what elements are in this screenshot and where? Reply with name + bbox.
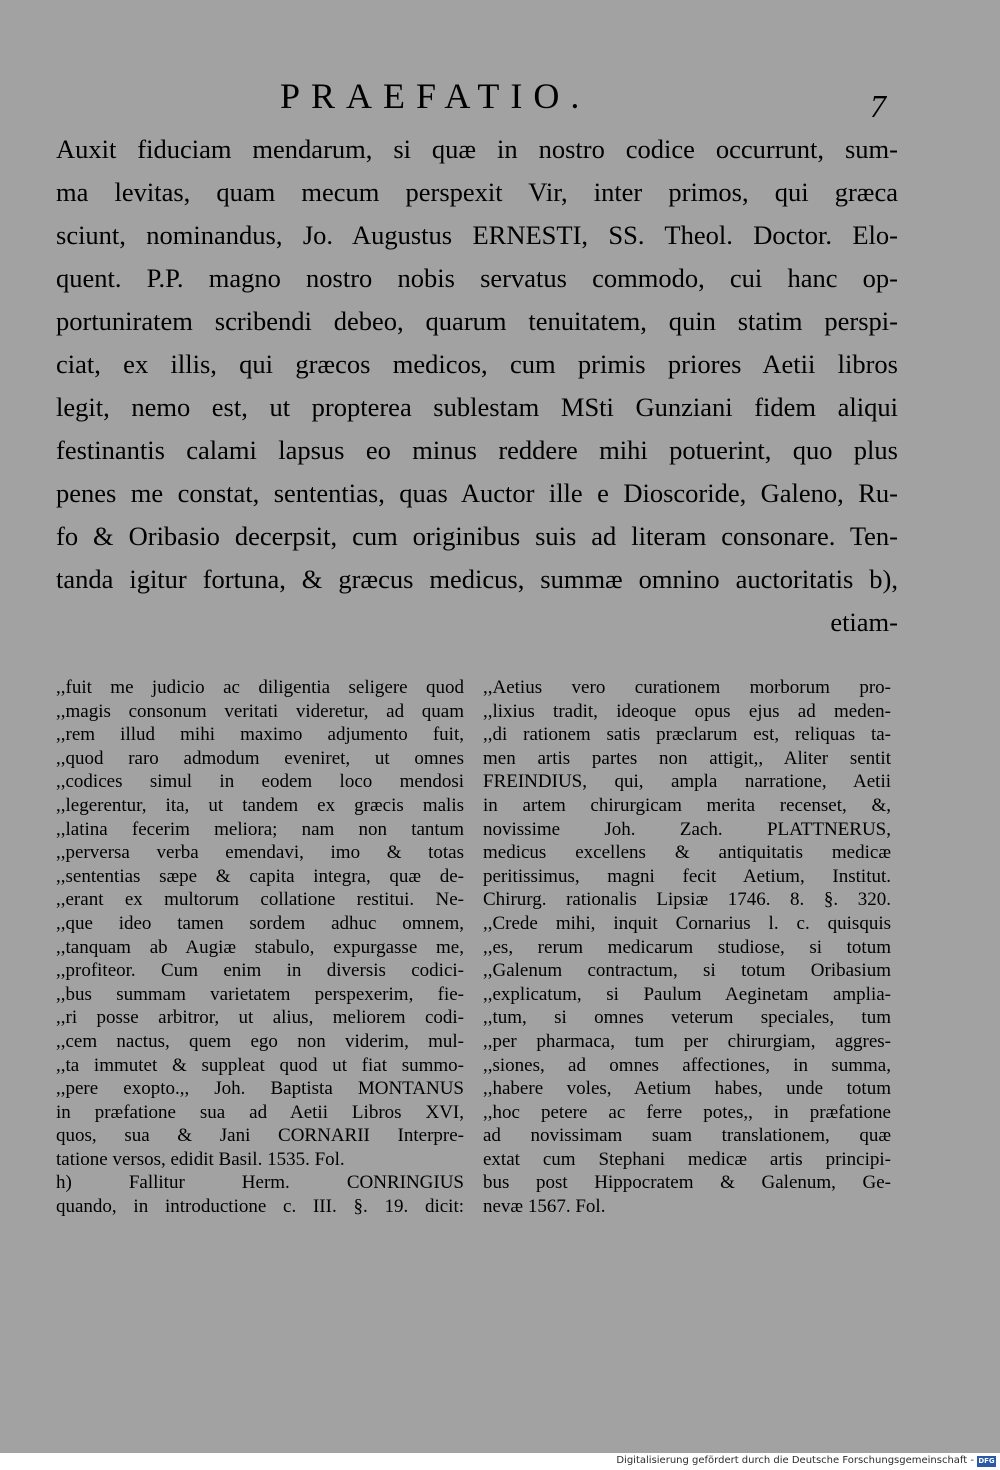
footnote-line: ,,tum, si omnes veterum speciales, tum [483, 1007, 891, 1029]
main-text-line: portuniratem scribendi debeo, quarum tenuitatem, quin statim perspi- [56, 306, 898, 336]
footnote-line: ,,tanquam ab Augiæ stabulo, expurgasse me, [56, 936, 464, 958]
main-text-line: Auxit fiduciam mendarum, si quæ in nostro codice occurrunt, sum- [56, 134, 898, 164]
main-text-line: ma levitas, quam mecum perspexit Vir, inter primos, qui græca [56, 177, 898, 207]
footnote-line: men artis partes non attigit,, Aliter sentit [483, 747, 891, 769]
footnote-line: bus post Hippocratem & Galenum, Ge- [483, 1172, 891, 1194]
footnote-line: ,,perversa verba emendavi, imo & totas [56, 842, 464, 864]
footnote-line: ,,di rationem satis præclarum est, reliquas ta- [483, 724, 891, 746]
footnote-line: ,,bus summam varietatem perspexerim, fie- [56, 983, 464, 1005]
footnote-line: ,,que ideo tamen sordem adhuc omnem, [56, 912, 464, 934]
footnote-h-start: h) Fallitur Herm. CONRINGIUS [56, 1172, 464, 1194]
main-text-line: fo & Oribasio decerpsit, cum originibus suis ad literam consonare. Ten- [56, 521, 898, 551]
footnote-line: ,,Crede mihi, inquit Cornarius l. c. quisquis [483, 912, 891, 934]
footnote-line: ,,per pharmaca, tum per chirurgiam, aggres- [483, 1030, 891, 1052]
catchword: etiam- [830, 607, 898, 637]
footnotes-right-column [483, 676, 891, 1219]
footnote-line: FREINDIUS, qui, ampla narratione, Aetii [483, 771, 891, 793]
footnote-line: peritissimus, magni fecit Aetium, Institut. [483, 865, 891, 887]
footnote-line: ,,sententias sæpe & capita integra, quæ de- [56, 865, 464, 887]
footnote-line: in præfatione sua ad Aetii Libros XVI, [56, 1101, 464, 1123]
footnote-line: ,,siones, ad omnes affectiones, in summa, [483, 1054, 891, 1076]
footnote-line: Chirurg. rationalis Lipsiæ 1746. 8. §. 320. [483, 889, 891, 911]
footnote-line: ,,hoc petere ac ferre potes,, in præfatione [483, 1101, 891, 1123]
running-title: PRAEFATIO. [280, 76, 591, 116]
footnote-line: novissime Joh. Zach. PLATTNERUS, [483, 818, 891, 840]
footnote-line: ,,ta immutet & suppleat quod ut fiat summo- [56, 1054, 464, 1076]
main-text-line: tanda igitur fortuna, & græcus medicus, summæ omnino auctoritatis b), [56, 564, 898, 594]
footnote-line: ,,quod raro admodum eveniret, ut omnes [56, 747, 464, 769]
footnote-line: in artem chirurgicam merita recenset, &, [483, 794, 891, 816]
footnote-line: ,,fuit me judicio ac diligentia seligere quod [56, 677, 464, 698]
footnote-line: ,,codices simul in eodem loco mendosi [56, 771, 464, 793]
footnote-line: ,,rem illud mihi maximo adjumento fuit, [56, 724, 464, 746]
main-text-line: legit, nemo est, ut propterea sublestam MSti Gunziani fidem aliqui [56, 392, 898, 422]
footnote-line: ,,magis consonum veritati videretur, ad quam [56, 700, 464, 722]
footnote-line: ,,habere voles, Aetium habes, unde totum [483, 1078, 891, 1100]
footnote-line: extat cum Stephani medicæ artis principi- [483, 1148, 891, 1170]
main-text-line: ciat, ex illis, qui græcos medicos, cum primis priores Aetii libros [56, 349, 898, 379]
footnote-line: ,,cem nactus, quem ego non viderim, mul- [56, 1030, 464, 1052]
footnote-line: nevæ 1567. Fol. [483, 1196, 606, 1218]
main-text-line: festinantis calami lapsus eo minus reddere mihi potuerint, quo plus [56, 435, 898, 465]
digitization-footer [0, 1453, 1000, 1470]
page-number: 7 [870, 88, 886, 124]
main-text-line: quent. P.P. magno nostro nobis servatus commodo, cui hanc op- [56, 263, 898, 293]
footnote-line: ,,ri posse arbitror, ut alius, meliorem codi- [56, 1007, 464, 1029]
footnote-line: ,,explicatum, si Paulum Aeginetam amplia- [483, 983, 891, 1005]
footnote-line: quando, in introductione c. III. §. 19. dicit: [56, 1196, 464, 1218]
footnote-line: ,,Galenum contractum, si totum Oribasium [483, 960, 891, 982]
dfg-logo[interactable]: DFG [978, 1457, 995, 1465]
footnote-line: quos, sua & Jani CORNARII Interpre- [56, 1125, 464, 1147]
main-text-line: sciunt, nominandus, Jo. Augustus ERNESTI, SS. Theol. Doctor. Elo- [56, 220, 898, 250]
footnote-line: ,,lixius tradit, ideoque opus ejus ad meden- [483, 700, 891, 722]
main-text-line: penes me constat, sententias, quas Auctor ille e Dioscoride, Galeno, Ru- [56, 478, 898, 508]
footer-credit: Digitalisierung gefördert durch die Deutsche Forschungsgemeinschaft - [616, 1455, 974, 1466]
footnote-line: ,,latina fecerim meliora; nam non tantum [56, 818, 464, 840]
footnote-line: tatione versos, edidit Basil. 1535. Fol. [56, 1148, 345, 1170]
footnote-line: ,,profiteor. Cum enim in diversis codici- [56, 960, 464, 982]
footnote-line: medicus excellens & antiquitatis medicæ [483, 842, 891, 864]
main-text-block [56, 128, 898, 644]
footnote-line: ,,erant ex multorum collatione restitui. Ne- [56, 889, 464, 911]
footnotes-left-column [56, 676, 464, 1219]
running-head [0, 74, 1000, 122]
footnote-line: ,,Aetius vero curationem morborum pro- [483, 677, 891, 698]
footnote-line: ,,legerentur, ita, ut tandem ex græcis malis [56, 794, 464, 816]
footnote-line: ,,pere exopto.,, Joh. Baptista MONTANUS [56, 1078, 464, 1100]
footnote-line: ad novissimam suam translationem, quæ [483, 1125, 891, 1147]
footnote-line: ,,es, rerum medicarum studiose, si totum [483, 936, 891, 958]
